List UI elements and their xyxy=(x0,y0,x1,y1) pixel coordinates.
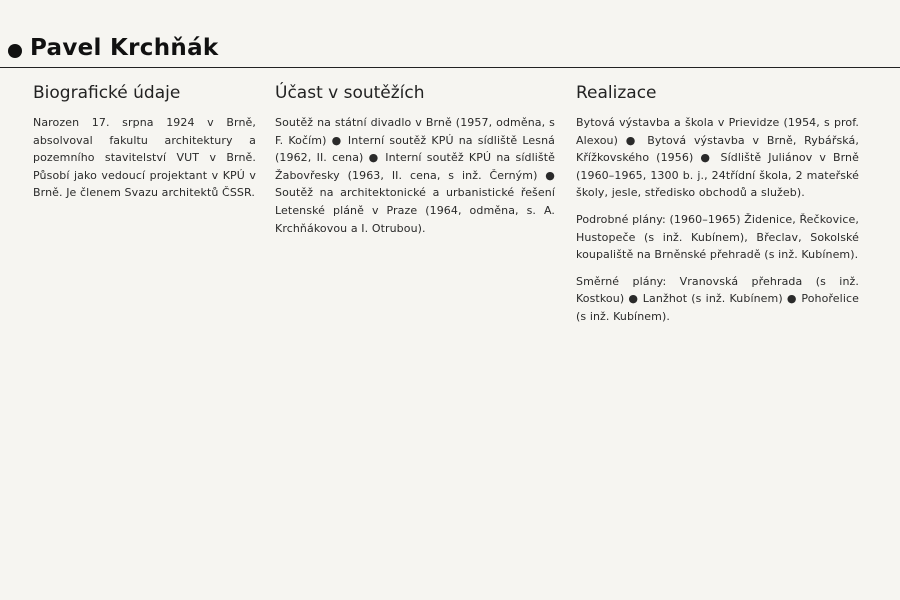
column-competitions xyxy=(275,80,555,246)
column-biography xyxy=(33,80,256,211)
column-title: Biografické údaje xyxy=(33,83,181,103)
column-paragraph: Bytová výstavba a škola v Prievidze (1954, s prof. Alexou) ● Bytová výstavba v Brně, Rybářská, Křížkovského (1956) ● Sídliště Juliánov v Brně (1960–1965, 1300 b. j., 24třídní škola, 2 mateřské školy, jesle, středisko obchodů a služeb). xyxy=(576,116,859,200)
column-title: Účast v soutěžích xyxy=(275,83,425,103)
column-title: Realizace xyxy=(576,83,657,103)
header-divider xyxy=(0,67,900,68)
page-header xyxy=(8,30,219,66)
bullet-icon xyxy=(8,44,22,58)
column-paragraph: Narozen 17. srpna 1924 v Brně, absolvoval fakultu architektury a pozemního stavitelství VUT v Brně. Působí jako vedoucí projektant v KPÚ v Brně. Je členem Svazu architektů ČSSR. xyxy=(33,116,256,200)
column-paragraph: Směrné plány: Vranovská přehrada (s inž. Kostkou) ● Lanžhot (s inž. Kubínem) ● Pohořelice (s inž. Kubínem). xyxy=(576,274,859,323)
person-name: Pavel Krchňák xyxy=(30,35,219,61)
column-paragraph: Soutěž na státní divadlo v Brně (1957, odměna, s F. Kočím) ● Interní soutěž KPÚ na sídliště Lesná (1962, II. cena) ● Interní soutěž KPÚ na sídliště Žabovřesky (1963, II. cena, s inž. Černým) ● Soutěž na architektonické a urbanistické řešení Letenské pláně v Praze (1964, odměna, s. A. Krchňákovou a I. Otrubou). xyxy=(275,116,555,235)
column-paragraph: Podrobné plány: (1960–1965) Židenice, Řečkovice, Hustopeče (s inž. Kubínem), Břeclav, Sokolské koupaliště na Brněnské přehradě (s inž. Kubínem). xyxy=(576,212,859,262)
column-realizations xyxy=(576,80,859,335)
